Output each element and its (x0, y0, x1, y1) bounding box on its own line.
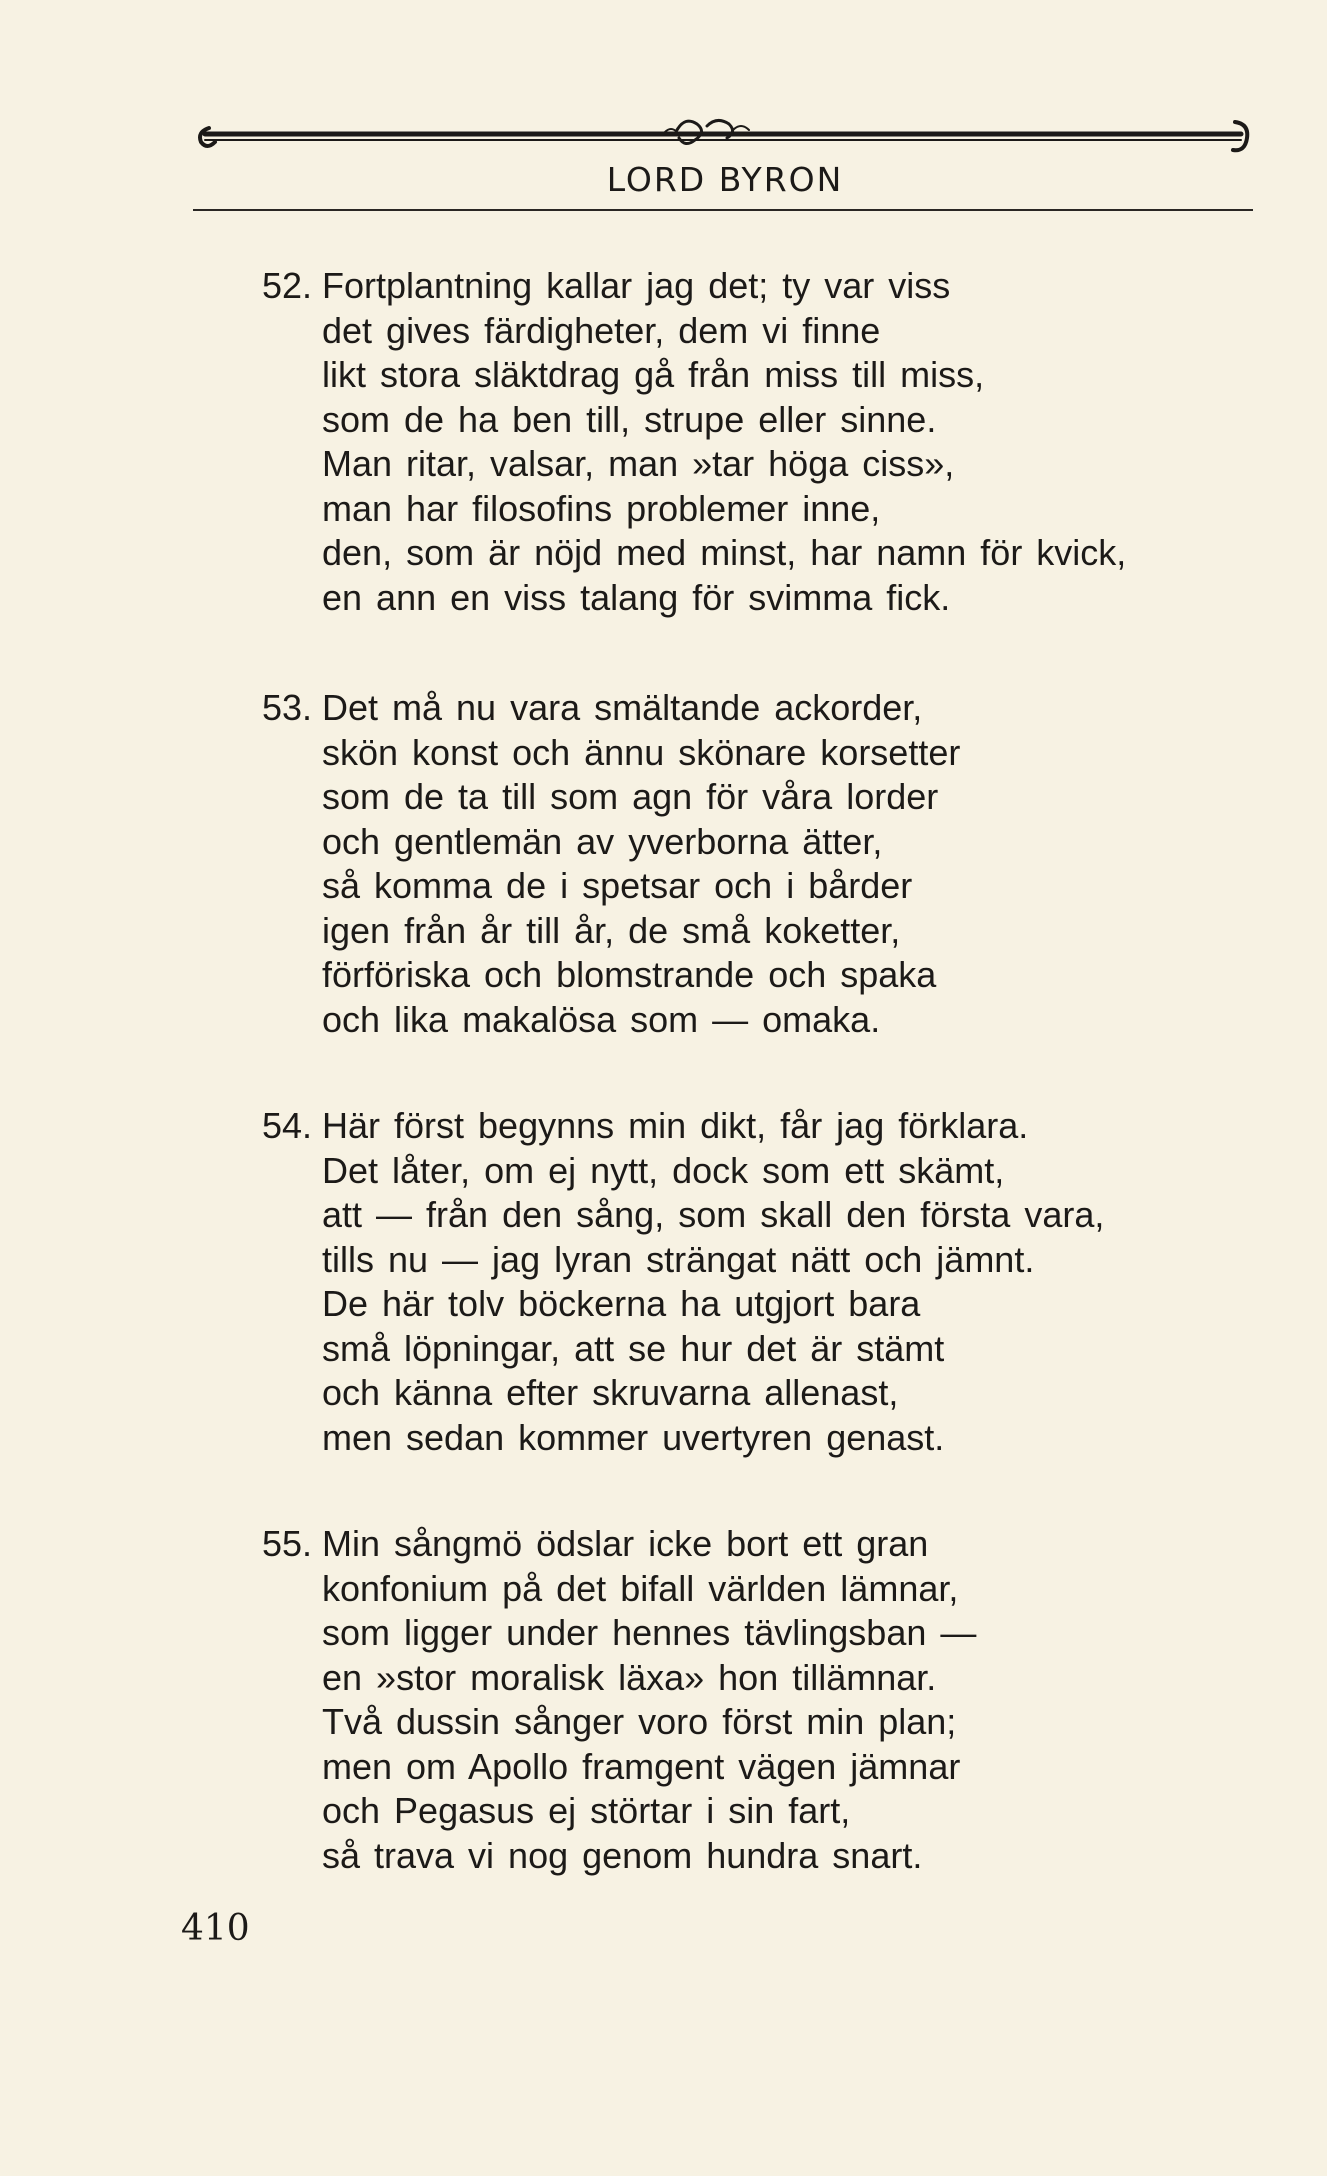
stanza-number: 53. (262, 687, 313, 728)
verse-line: likt stora släktdrag gå från miss till miss, (322, 354, 985, 395)
verse-line: men sedan kommer uvertyren genast. (322, 1416, 945, 1458)
verse-line: förföriska och blomstrande och spaka (322, 954, 937, 995)
verse-line: och lika makalösa som — omaka. (322, 998, 881, 1040)
stanza-lines (322, 1104, 1104, 1460)
verse-line: att — från den sång, som skall den första vara, (322, 1194, 1105, 1235)
verse-line: så trava vi nog genom hundra snart. (322, 1834, 923, 1876)
verse-line: Min sångmö ödslar icke bort ett gran (322, 1523, 929, 1564)
verse-line: tills nu — jag lyran strängat nätt och jämnt. (322, 1238, 1035, 1280)
verse-line: som de ha ben till, strupe eller sinne. (322, 398, 937, 440)
verse-line: en ann en viss talang för svimma fick. (322, 576, 951, 618)
stanza-number: 55. (262, 1523, 313, 1564)
verse-line: men om Apollo framgent vägen jämnar (322, 1745, 961, 1787)
stanza-number: 54. (262, 1105, 313, 1146)
verse-line: som ligger under hennes tävlingsban — (322, 1612, 977, 1653)
verse-line: Fortplantning kallar jag det; ty var viss (322, 265, 951, 306)
verse-line: Här först begynns min dikt, får jag förklara. (322, 1105, 1029, 1146)
stanza-number: 52. (262, 265, 313, 306)
verse-line: och gentlemän av yverborna ätter, (322, 820, 883, 862)
verse-line: den, som är nöjd med minst, har namn för kvick, (322, 532, 1127, 573)
running-head-title: LORD BYRON (606, 160, 844, 199)
verse-line: och Pegasus ej störtar i sin fart, (322, 1790, 851, 1831)
verse-line: Man ritar, valsar, man »tar höga ciss», (322, 443, 955, 484)
verse-line: man har filosofins problemer inne, (322, 487, 881, 529)
verse-line: Det låter, om ej nytt, dock som ett skämt, (322, 1149, 1005, 1191)
verse-line: igen från år till år, de små koketter, (322, 909, 901, 951)
verse-line: och känna efter skruvarna allenast, (322, 1372, 899, 1413)
verse-line: som de ta till som agn för våra lorder (322, 776, 939, 817)
verse-line: skön konst och ännu skönare korsetter (322, 731, 961, 773)
verse-line: konfonium på det bifall världen lämnar, (322, 1567, 959, 1609)
header-rule (193, 209, 1253, 211)
header-ornament (195, 108, 1255, 168)
stanza-lines (322, 686, 960, 1042)
verse-line: Det må nu vara smältande ackorder, (322, 687, 923, 728)
verse-line: De här tolv böckerna ha utgjort bara (322, 1283, 921, 1324)
page-number: 410 (181, 1908, 250, 1949)
verse-line: det gives färdigheter, dem vi finne (322, 309, 881, 351)
verse-line: så komma de i spetsar och i bårder (322, 865, 913, 906)
verse-line: små löpningar, att se hur det är stämt (322, 1327, 945, 1369)
stanza-lines (322, 1522, 976, 1878)
verse-line: en »stor moralisk läxa» hon tillämnar. (322, 1656, 937, 1698)
stanza-lines (322, 264, 1126, 620)
verse-line: Två dussin sånger voro först min plan; (322, 1701, 957, 1742)
